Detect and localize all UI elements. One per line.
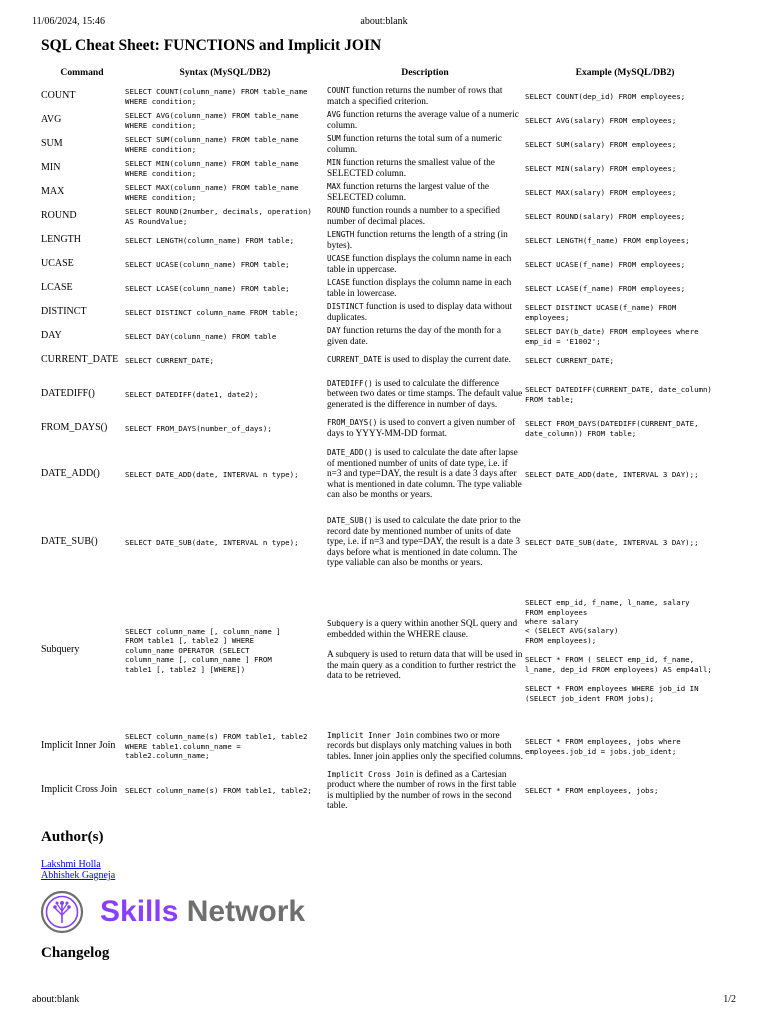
- description-cell: [326, 229, 524, 253]
- print-header-datetime: 11/06/2024, 15:46: [32, 16, 105, 27]
- table-row: [40, 725, 726, 769]
- description-cell: [326, 577, 524, 725]
- description-text: function returns the largest value of the SELECTED column.: [327, 182, 489, 203]
- authors-heading: Author(s): [41, 829, 104, 845]
- example-cell: [524, 301, 726, 325]
- command-cell: LENGTH: [41, 234, 81, 246]
- description-text: function displays the column name in each table in lowercase.: [327, 278, 512, 299]
- table-header-row: [40, 66, 726, 85]
- example-code: SELECT LENGTH(f_name) FROM employees;: [525, 235, 690, 245]
- command-cell: CURRENT_DATE: [41, 354, 119, 366]
- description-text: is used to calculate the date prior to the record date by mentioned number of units of date type, i.e. if n=3 and type=DAY, the result is a date 3 days before what is mentioned in date column. The type valiable can also be months or years.: [327, 516, 521, 569]
- description-cell: [326, 417, 524, 441]
- syntax-cell: SELECT DAY(column_name) FROM table: [125, 331, 277, 341]
- command-cell: Implicit Cross Join: [41, 784, 118, 796]
- example-code: SELECT MAX(salary) FROM employees;: [525, 187, 677, 197]
- description-cell: [326, 85, 524, 109]
- cheat-sheet-table: [40, 66, 726, 813]
- example-code: SELECT FROM_DAYS(DATEDIFF(CURRENT_DATE, date_column)) FROM table;: [525, 419, 703, 438]
- header-syntax: Syntax (MySQL/DB2): [179, 67, 271, 78]
- description-text: is used to calculate the difference between two dates or time stamps. The default value generated is the difference in number of days.: [327, 378, 523, 410]
- example-cell: [524, 133, 726, 157]
- description-cell: [326, 441, 524, 509]
- description-code: DATE_SUB(): [327, 516, 373, 526]
- description-code: AVG: [327, 110, 341, 119]
- description-cell: [326, 301, 524, 325]
- command-cell: Subquery: [41, 644, 80, 656]
- description-code: CURRENT_DATE: [327, 355, 382, 365]
- description-cell: [326, 769, 524, 813]
- command-cell: SUM: [41, 138, 63, 150]
- syntax-cell: SELECT SUM(column_name) FROM table_name WHERE condition;: [125, 135, 303, 154]
- example-code: SELECT * FROM employees, jobs;: [525, 786, 659, 796]
- header-description: Description: [401, 67, 449, 78]
- description-text: function returns the average value of a numeric column.: [327, 110, 519, 131]
- example-code: SELECT emp_id, f_name, l_name, salary FROM employees where salary < (SELECT AVG(salary) FROM employees);: [525, 598, 690, 645]
- description-text: function returns the number of rows that match a specified criterion.: [327, 86, 503, 107]
- description-code: UCASE: [327, 254, 350, 263]
- example-code: SELECT LCASE(f_name) FROM employees;: [525, 283, 686, 293]
- example-code: SELECT ROUND(salary) FROM employees;: [525, 211, 686, 221]
- command-cell: COUNT: [41, 90, 76, 102]
- description-code: DAY: [327, 326, 341, 335]
- description-extra: A subquery is used to return data that will be used in the main query as a condition to further restrict the data to be retrieved.: [327, 650, 523, 682]
- description-code: Implicit Cross Join: [327, 769, 414, 779]
- description-code: LCASE: [327, 278, 350, 287]
- syntax-cell: SELECT DATE_ADD(date, INTERVAL n type);: [125, 469, 299, 479]
- command-cell: LCASE: [41, 282, 73, 294]
- example-cell: [524, 181, 726, 205]
- description-cell: [326, 373, 524, 417]
- description-code: MAX: [327, 182, 341, 191]
- header-example: Example (MySQL/DB2): [575, 67, 675, 78]
- description-text: function returns the smallest value of the SELECTED column.: [327, 158, 495, 179]
- syntax-cell: SELECT column_name(s) FROM table1, table2;: [125, 786, 312, 796]
- example-code: SELECT DATE_ADD(date, INTERVAL 3 DAY);;: [525, 469, 699, 479]
- example-cell: [524, 577, 726, 725]
- example-code: SELECT COUNT(dep_id) FROM employees;: [525, 91, 686, 101]
- description-code: Subquery: [327, 619, 364, 629]
- description-text: is defined as a Cartesian product where the number of rows in the first table is multiplied by the number of rows in the second table.: [327, 769, 517, 812]
- example-cell: [524, 157, 726, 181]
- description-cell: [326, 133, 524, 157]
- syntax-cell: SELECT MAX(column_name) FROM table_name WHERE condition;: [125, 183, 303, 202]
- example-code: SELECT DISTINCT UCASE(f_name) FROM employees;: [525, 303, 681, 322]
- description-text: function rounds a number to a specified number of decimal places.: [327, 206, 500, 227]
- command-cell: MIN: [41, 162, 61, 174]
- syntax-cell: SELECT UCASE(column_name) FROM table;: [125, 259, 290, 269]
- example-cell: [524, 205, 726, 229]
- description-cell: [326, 509, 524, 577]
- command-cell: AVG: [41, 114, 62, 126]
- example-cell: [524, 725, 726, 769]
- table-row: [40, 253, 726, 277]
- example-code: SELECT DAY(b_date) FROM employees where emp_id = 'E1002';: [525, 327, 703, 346]
- syntax-cell: SELECT FROM_DAYS(number_of_days);: [125, 423, 272, 433]
- skills-network-logo: [40, 890, 340, 934]
- syntax-cell: SELECT DATE_SUB(date, INTERVAL n type);: [125, 537, 299, 547]
- description-text: is used to calculate the date after lapse of mentioned number of units of date type, i.e. if n=3 and type=DAY, the result is a date 3 days after what is mentioned in date column. The type valiable can also be months or years.: [327, 448, 522, 501]
- example-cell: [524, 277, 726, 301]
- syntax-cell: SELECT ROUND(2number, decimals, operation) AS RoundValue;: [125, 207, 317, 226]
- syntax-cell: SELECT DISTINCT column_name FROM table;: [125, 307, 299, 317]
- print-footer-url: about:blank: [32, 994, 80, 1005]
- syntax-cell: SELECT DATEDIFF(date1, date2);: [125, 389, 259, 399]
- table-row: [40, 325, 726, 349]
- table-row: [40, 229, 726, 253]
- example-code: SELECT MIN(salary) FROM employees;: [525, 163, 677, 173]
- description-text: combines two or more records but displays only matching values in both tables. Inner join applies only the specified columns.: [327, 730, 523, 762]
- syntax-cell: SELECT LENGTH(column_name) FROM table;: [125, 235, 295, 245]
- table-row: [40, 349, 726, 373]
- example-code: SELECT CURRENT_DATE;: [525, 355, 614, 365]
- description-cell: [326, 325, 524, 349]
- description-cell: [326, 181, 524, 205]
- description-text: function returns the day of the month for a given date.: [327, 326, 502, 347]
- table-row: [40, 133, 726, 157]
- print-header-title: about:blank: [360, 16, 408, 27]
- description-text: function returns the length of a string (in bytes).: [327, 230, 508, 251]
- table-row: [40, 157, 726, 181]
- description-code: Implicit Inner Join: [327, 730, 414, 740]
- syntax-cell: SELECT LCASE(column_name) FROM table;: [125, 283, 290, 293]
- example-code: SELECT * FROM ( SELECT emp_id, f_name, l_name, dep_id FROM employees) AS emp4all;: [525, 655, 712, 674]
- description-cell: [326, 253, 524, 277]
- command-cell: UCASE: [41, 258, 74, 270]
- description-code: DISTINCT: [327, 302, 364, 311]
- table-row: [40, 181, 726, 205]
- description-code: SUM: [327, 134, 341, 143]
- author-link-lakshmi-holla[interactable]: Lakshmi Holla: [41, 859, 101, 870]
- example-cell: [524, 509, 726, 577]
- description-cell: [326, 277, 524, 301]
- description-cell: [326, 205, 524, 229]
- logo-word-skills: Skills: [100, 895, 179, 928]
- description-cell: [326, 157, 524, 181]
- table-row: [40, 301, 726, 325]
- table-row: [40, 577, 726, 725]
- author-link-abhishek-gagneja[interactable]: Abhishek Gagneja: [41, 870, 116, 881]
- description-code: DATE_ADD(): [327, 448, 373, 458]
- example-cell: [524, 373, 726, 417]
- description-text: is used to convert a given number of days to YYYY-MM-DD format.: [327, 418, 516, 439]
- table-row: [40, 441, 726, 509]
- command-cell: DAY: [41, 330, 62, 342]
- syntax-cell: SELECT column_name(s) FROM table1, table2 WHERE table1.column_name = table2.column_name;: [125, 732, 312, 761]
- example-code: SELECT UCASE(f_name) FROM employees;: [525, 259, 686, 269]
- table-row: [40, 417, 726, 441]
- page-title: SQL Cheat Sheet: FUNCTIONS and Implicit JOIN: [41, 37, 382, 54]
- example-cell: [524, 109, 726, 133]
- description-code: MIN: [327, 158, 341, 167]
- changelog-heading: Changelog: [41, 945, 110, 961]
- example-code: SELECT * FROM employees, jobs where employees.job_id = jobs.job_ident;: [525, 737, 686, 756]
- description-text: function is used to display data without duplicates.: [327, 302, 513, 323]
- command-cell: ROUND: [41, 210, 77, 222]
- syntax-cell: SELECT COUNT(column_name) FROM table_name WHERE condition;: [125, 87, 312, 106]
- command-cell: DATE_ADD(): [41, 468, 100, 480]
- command-cell: Implicit Inner Join: [41, 740, 116, 752]
- example-cell: [524, 229, 726, 253]
- description-cell: [326, 109, 524, 133]
- syntax-cell: SELECT AVG(column_name) FROM table_name WHERE condition;: [125, 111, 303, 130]
- table-row: [40, 277, 726, 301]
- example-code: SELECT SUM(salary) FROM employees;: [525, 139, 677, 149]
- table-row: [40, 85, 726, 109]
- description-code: ROUND: [327, 206, 350, 215]
- table-row: [40, 109, 726, 133]
- description-code: DATEDIFF(): [327, 378, 373, 388]
- example-code: SELECT AVG(salary) FROM employees;: [525, 115, 677, 125]
- description-text: is a query within another SQL query and embedded within the WHERE clause.: [327, 619, 518, 640]
- syntax-cell: SELECT column_name [, column_name ] FROM table1 [, table2 ] WHERE column_name OPERATOR (SELECT column_name [, column_name ] FROM table1 [, table2 ] [WHERE]): [125, 627, 281, 674]
- example-cell: [524, 441, 726, 509]
- example-code: SELECT * FROM employees WHERE job_id IN (SELECT job_ident FROM jobs);: [525, 684, 703, 703]
- example-cell: [524, 253, 726, 277]
- example-cell: [524, 349, 726, 373]
- table-row: [40, 769, 726, 813]
- description-code: LENGTH: [327, 230, 355, 239]
- command-cell: DISTINCT: [41, 306, 87, 318]
- command-cell: MAX: [41, 186, 65, 198]
- syntax-cell: SELECT MIN(column_name) FROM table_name WHERE condition;: [125, 159, 303, 178]
- example-code: SELECT DATE_SUB(date, INTERVAL 3 DAY);;: [525, 537, 699, 547]
- example-cell: [524, 769, 726, 813]
- description-cell: [326, 725, 524, 769]
- print-footer-page: 1/2: [723, 994, 736, 1005]
- table-body: [40, 85, 726, 813]
- description-text: is used to display the current date.: [381, 355, 511, 366]
- description-code: FROM_DAYS(): [327, 418, 378, 427]
- syntax-cell: SELECT CURRENT_DATE;: [125, 355, 214, 365]
- skills-network-emblem-icon: [40, 890, 84, 934]
- logo-word-network: Network: [186, 895, 306, 928]
- table-row: [40, 205, 726, 229]
- table-row: [40, 373, 726, 417]
- command-cell: DATE_SUB(): [41, 536, 98, 548]
- header-command: Command: [60, 67, 104, 78]
- example-cell: [524, 325, 726, 349]
- description-code: COUNT: [327, 86, 350, 95]
- description-text: function displays the column name in each table in uppercase.: [327, 254, 512, 275]
- example-cell: [524, 417, 726, 441]
- description-text: function returns the total sum of a numeric column.: [327, 134, 502, 155]
- table-row: [40, 509, 726, 577]
- example-code: SELECT DATEDIFF(CURRENT_DATE, date_column) FROM table;: [525, 385, 717, 404]
- command-cell: FROM_DAYS(): [41, 422, 108, 434]
- description-cell: [326, 349, 524, 373]
- example-cell: [524, 85, 726, 109]
- command-cell: DATEDIFF(): [41, 388, 95, 400]
